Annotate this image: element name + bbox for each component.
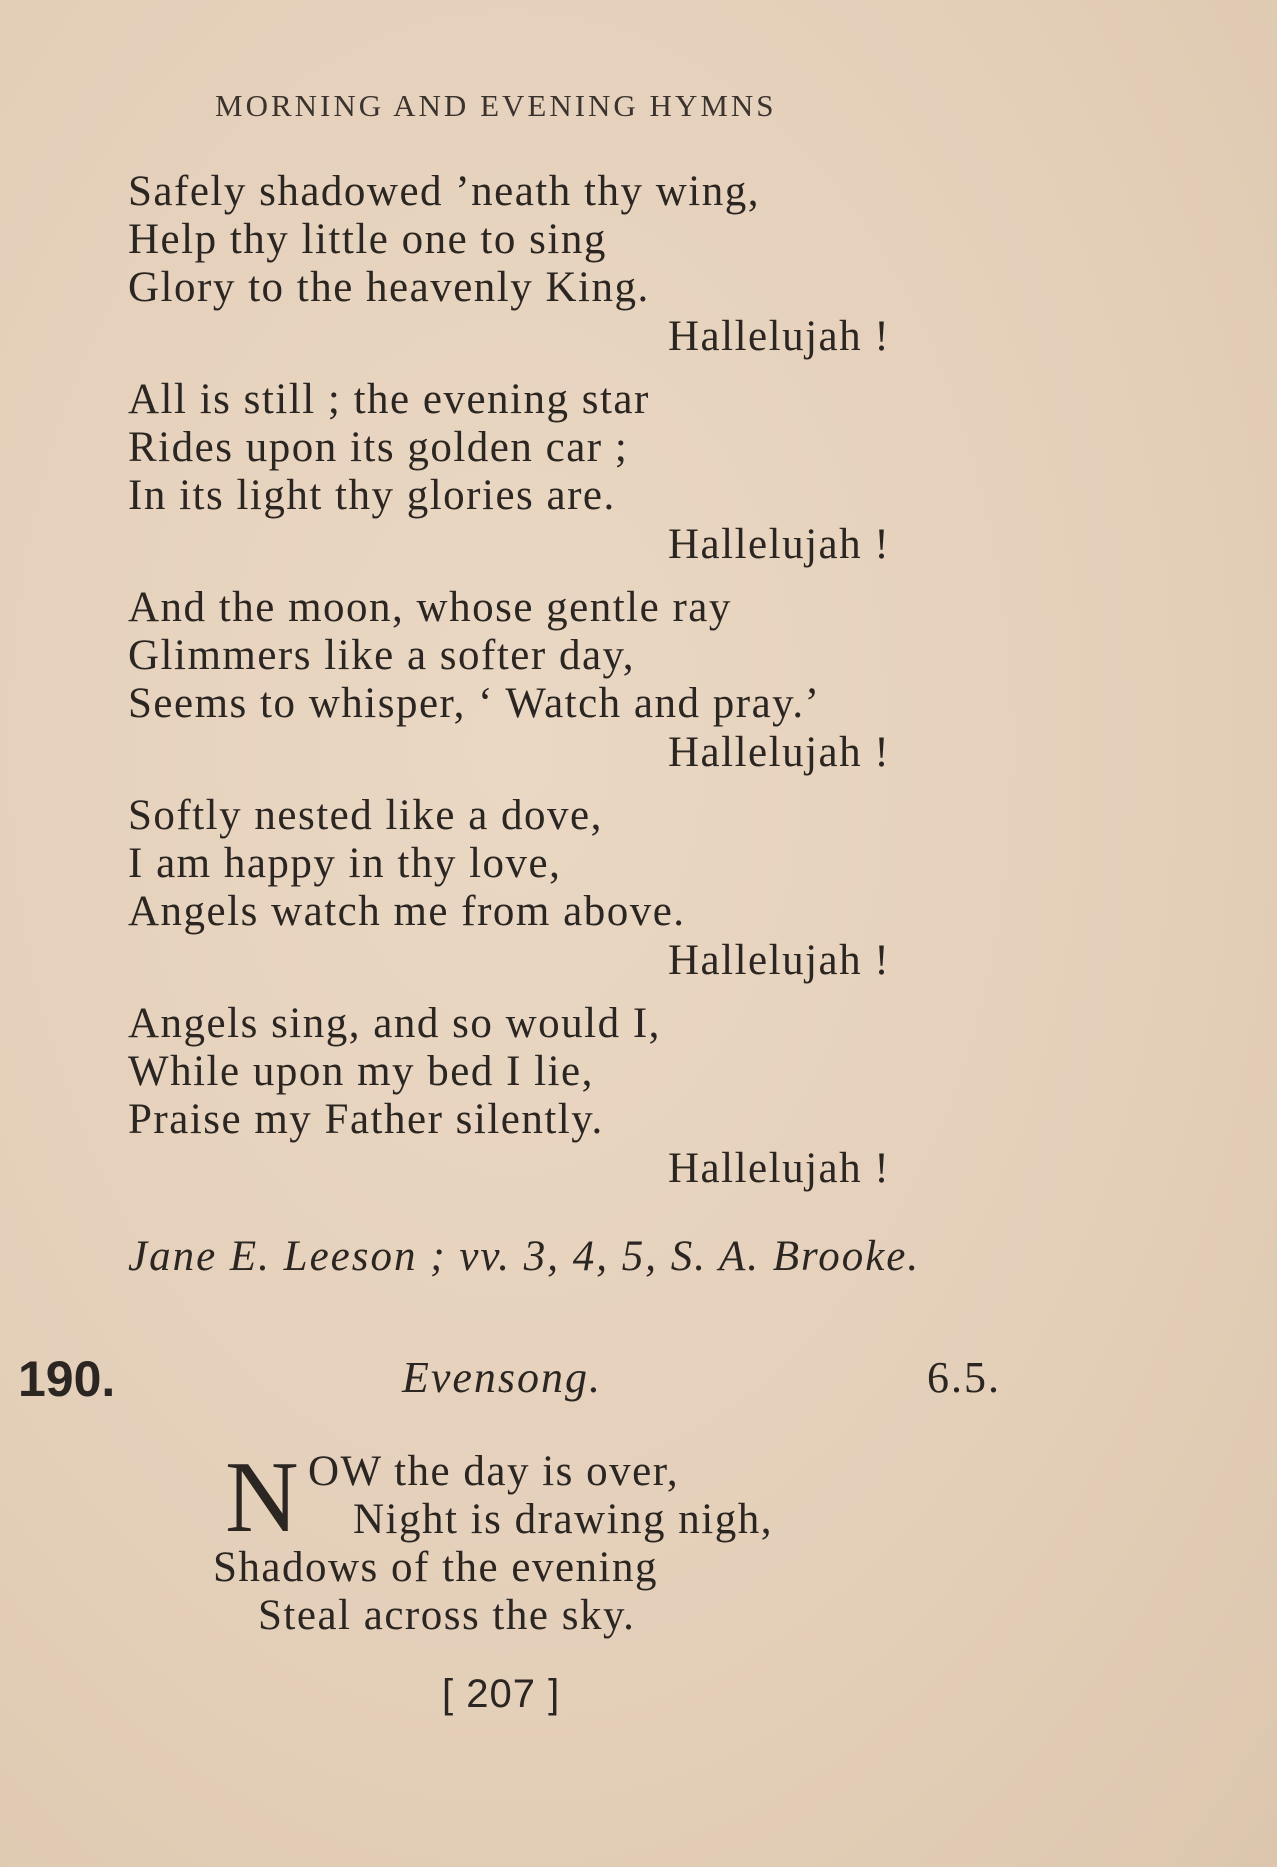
hymn-attribution: Jane E. Leeson ; vv. 3, 4, 5, S. A. Brooke. — [128, 1233, 921, 1280]
verse-line: Rides upon its golden car ; — [128, 424, 629, 471]
stanza — [128, 584, 1128, 778]
verse-line: In its light thy glories are. — [128, 472, 616, 519]
stanza — [128, 376, 1128, 570]
refrain: Hallelujah ! — [668, 313, 891, 360]
running-head: MORNING AND EVENING HYMNS — [215, 88, 777, 123]
refrain: Hallelujah ! — [668, 729, 891, 776]
verse-line: I am happy in thy love, — [128, 840, 562, 887]
verse-line: Seems to whisper, ‘ Watch and pray.’ — [128, 680, 821, 727]
stanza — [128, 792, 1128, 986]
verse-line: Glory to the heavenly King. — [128, 264, 650, 311]
hymn-190-body — [213, 1441, 1113, 1640]
verse-line: Praise my Father silently. — [128, 1096, 604, 1143]
stanza — [128, 168, 1128, 362]
verse-line: OW the day is over, — [308, 1448, 680, 1495]
page-number: [ 207 ] — [442, 1672, 561, 1716]
verse-line: All is still ; the evening star — [128, 376, 650, 423]
refrain: Hallelujah ! — [668, 937, 891, 984]
verse-line: Help thy little one to sing — [128, 216, 607, 263]
verse-line: Angels watch me from above. — [128, 888, 686, 935]
verse-line: Softly nested like a dove, — [128, 792, 603, 839]
hymn-meter: 6.5. — [927, 1353, 1001, 1402]
refrain: Hallelujah ! — [668, 1145, 891, 1192]
verse-line: Steal across the sky. — [258, 1592, 636, 1639]
verse-line: While upon my bed I lie, — [128, 1048, 594, 1095]
hymn-stanzas — [128, 168, 1128, 1208]
verse-line: And the moon, whose gentle ray — [128, 584, 732, 631]
verse-line: Safely shadowed ’neath thy wing, — [128, 168, 760, 215]
verse-line: Glimmers like a softer day, — [128, 632, 635, 679]
hymn-number: 190. — [18, 1351, 116, 1407]
drop-cap: N — [225, 1441, 299, 1554]
hymn-title: Evensong. — [402, 1353, 603, 1402]
verse-line: Night is drawing nigh, — [353, 1496, 773, 1543]
verse-line: Angels sing, and so would I, — [128, 1000, 661, 1047]
verse-line: Shadows of the evening — [213, 1544, 659, 1591]
stanza — [128, 1000, 1128, 1194]
refrain: Hallelujah ! — [668, 521, 891, 568]
